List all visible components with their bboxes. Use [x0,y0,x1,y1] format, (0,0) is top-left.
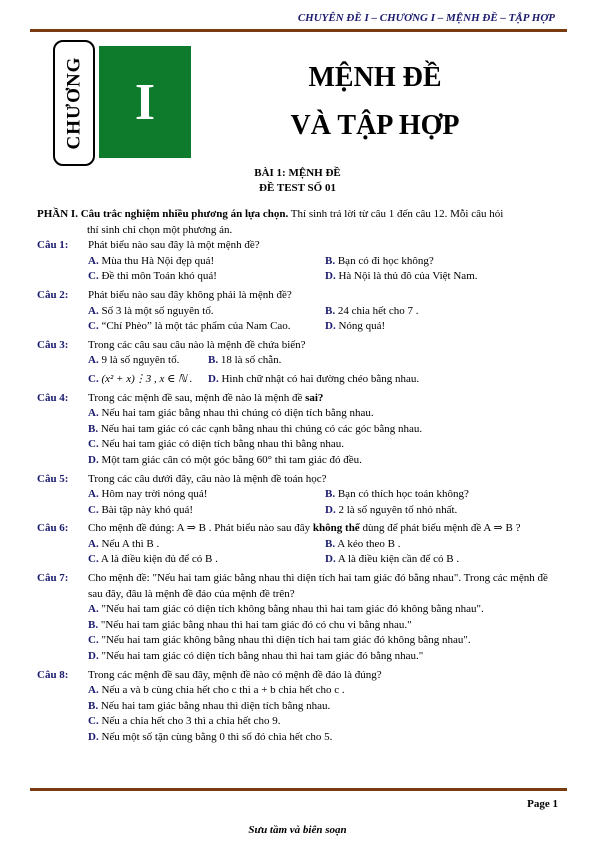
option-d: D. Nếu một số tận cùng bằng 0 thì số đó chia hết cho 5. [88,731,333,743]
option-c: C. Đề thi môn Toán khó quá! [88,270,217,283]
question-3 [37,338,562,354]
question-7 [37,571,562,602]
option-b: B. Bạn có thích học toán không? [325,488,469,501]
question-text: Cho mệnh đề đúng: A ⇒ B . Phát biểu nào sau đây không thể dùng để phát biểu mệnh đề A ⇒ B ? [88,522,521,535]
question-label: Câu 6: [37,522,69,535]
footer-credit: Sưu tầm và biên soạn [248,824,347,836]
option-b: B. Bạn có đi học không? [325,254,434,267]
option-b: B. 18 là số chẵn. [208,354,282,367]
option-a: A. Nếu hai tam giác bằng nhau thì chúng có diện tích bằng nhau. [88,407,374,420]
question-text: Phát biểu nào sau đây là một mệnh đề? [88,239,260,252]
option-d: D. Nóng quá! [325,320,386,333]
question-5 [37,472,562,488]
question-content [37,207,562,746]
option-d: D. 2 là số nguyên tố nhỏ nhất. [325,503,458,516]
question-label: Câu 3: [37,338,69,351]
option-c: C. (x² + x)⋮3 , x ∈ ℕ . [88,372,193,385]
chapter-word-box [53,40,95,166]
chapter-title-line2: VÀ TẬP HỢP [290,110,460,141]
chapter-title [240,54,510,150]
footer-rule [30,788,567,791]
question-text: Trong các mệnh đề sau đây, mệnh đề nào có mệnh đề đảo là đúng? [88,668,382,681]
question-text: Cho mệnh đề: "Nếu hai tam giác bằng nhau thì diện tích hai tam giác đó bằng nhau". Trong các mệnh đề sau đây, đâu là mệnh đề đảo của mệnh đề trên? [88,572,548,600]
question-label: Câu 4: [37,391,69,404]
part-text: Thí sinh trả lời từ câu 1 đến câu 12. Mỗi câu hỏi [288,208,504,220]
option-a: A. Hôm nay trời nóng quá! [88,488,208,501]
option-d: D. A là điều kiện cần để có B . [325,553,460,566]
option-c: C. "Nếu hai tam giác không bằng nhau thì diện tích hai tam giác đó không bằng nhau". [88,634,471,647]
question-4 [37,391,562,407]
chapter-number: I [134,73,156,131]
option-c: C. “Chí Phèo” là một tác phẩm của Nam Cao. [88,320,291,333]
question-text: Trong các câu sau câu nào là mệnh đề chứa biến? [88,338,306,351]
option-b: B. A kéo theo B . [325,537,401,550]
option-d: D. Một tam giác cân có một góc bằng 60° thì tam giác đó đều. [88,453,362,466]
question-text: Phát biểu nào sau đây không phải là mệnh đề? [88,288,292,301]
test-title: ĐỀ TEST SỐ 01 [259,182,336,194]
lesson-title: BÀI 1: MỆNH ĐỀ [254,167,341,179]
option-b: B. Nếu hai tam giác có các cạnh bằng nhau thì chúng có các góc bằng nhau. [88,422,423,435]
chapter-word: CHƯƠNG [63,56,84,150]
chapter-number-box [99,46,191,158]
option-c: C. Nếu hai tam giác có diện tích bằng nhau thì bằng nhau. [88,438,344,451]
option-b: B. Nếu hai tam giác bằng nhau thì diện tích bằng nhau. [88,699,331,712]
option-c: C. Nếu a chia hết cho 3 thì a chia hết cho 9. [88,715,281,728]
part-instruction [37,207,562,223]
option-c: C. Bài tập này khó quá! [88,503,194,516]
question-8 [37,668,562,684]
header-rule [30,29,567,32]
option-d: D. "Nếu hai tam giác có diện tích bằng nhau thì hai tam giác đó bằng nhau." [88,650,424,663]
question-label: Câu 7: [37,572,69,585]
question-text: Trong các mệnh đề sau, mệnh đề nào là mệnh đề sai? [88,391,324,404]
chapter-title-line1: MỆNH ĐỀ [308,62,442,93]
option-b: B. 24 chia hết cho 7 . [325,304,419,317]
question-label: Câu 1: [37,239,69,252]
question-text: Trong các câu dưới đây, câu nào là mệnh đề toán học? [88,472,327,485]
running-header: CHUYÊN ĐỀ I – CHƯƠNG I – MỆNH ĐỀ – TẬP HỢP [297,12,555,24]
part-text-cont: thí sinh chỉ chọn một phương án. [87,223,233,236]
option-a: A. Nếu a và b cùng chia hết cho c thì a + b chia hết cho c . [88,684,345,697]
option-a: A. 9 là số nguyên tố. [88,354,180,367]
question-1 [37,238,562,254]
option-d: D. Hà Nội là thủ đô của Việt Nam. [325,270,478,283]
question-label: Câu 2: [37,288,69,301]
question-label: Câu 8: [37,668,69,681]
part-label: PHẦN I. Câu trắc nghiệm nhiều phương án lựa chọn. [37,208,289,220]
option-a: A. Số 3 là một số nguyên tố. [88,304,214,317]
option-a: A. Nếu A thì B . [88,537,160,550]
option-a: A. Mùa thu Hà Nội đẹp quá! [88,254,215,267]
option-b: B. "Nếu hai tam giác bằng nhau thì hai tam giác đó có chu vi bằng nhau." [88,618,412,631]
option-a: A. "Nếu hai tam giác có diện tích không bằng nhau thì hai tam giác đó không bằng nhau". [88,603,484,616]
option-d: D. Hình chữ nhật có hai đường chéo bằng nhau. [208,372,420,385]
option-c: C. A là điều kiện đủ để có B . [88,553,218,566]
page-number: Page 1 [527,798,558,810]
question-6 [37,521,562,537]
question-2 [37,288,562,304]
question-label: Câu 5: [37,472,69,485]
